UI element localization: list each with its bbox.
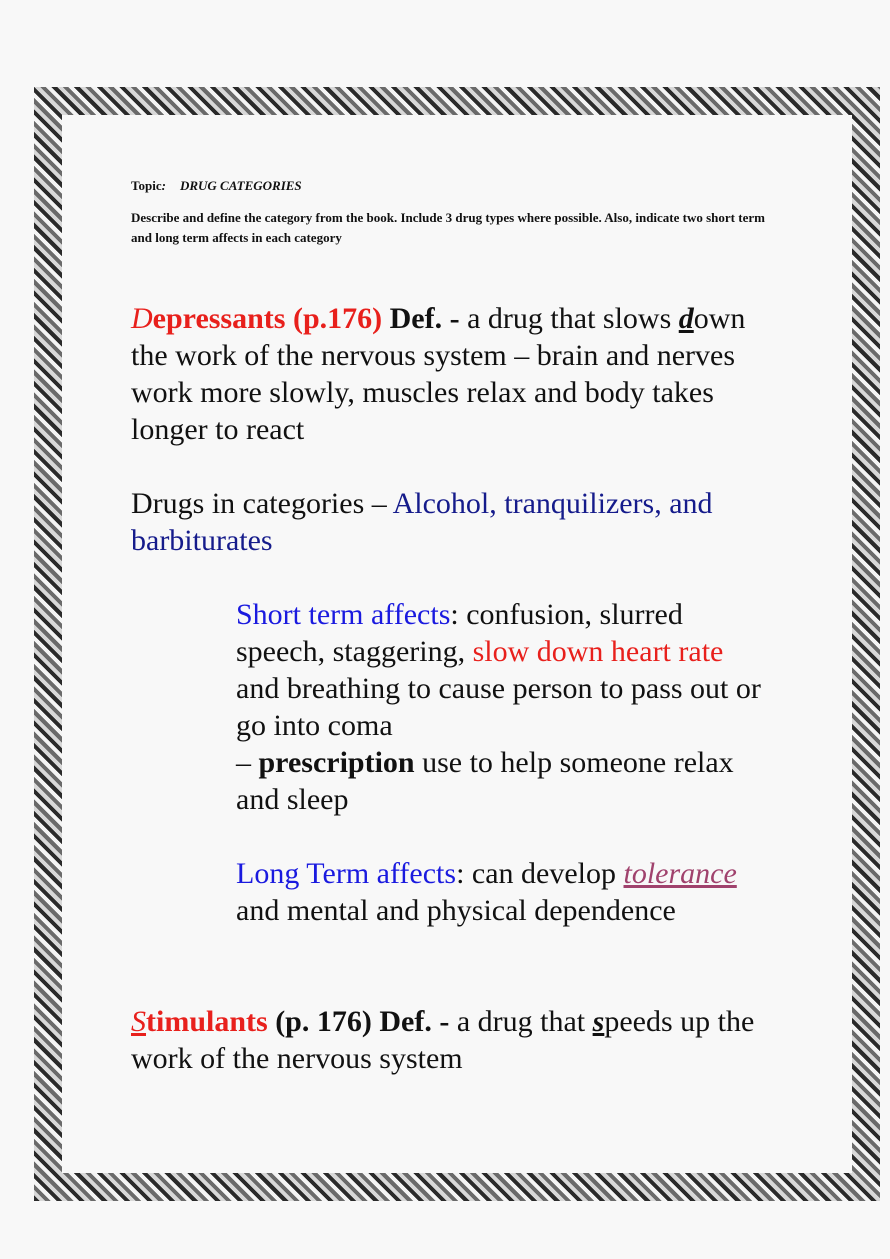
stimulants-title: timulants	[146, 1005, 268, 1038]
topic-colon: :	[161, 178, 166, 193]
depressants-title: epressants	[152, 302, 286, 335]
topic-label: Topic	[131, 178, 162, 193]
topic-value: DRUG CATEGORIES	[179, 178, 302, 193]
instructions: Describe and define the category from the book. Include 3 drug types where possible. Also, indicate two short term and long term affects in each category	[131, 210, 765, 245]
depressants-initial: D	[131, 302, 153, 335]
depressants-def-rest: own the work of the nervous system – brain and nerves work more slowly, muscles relax and body takes longer to react	[131, 302, 746, 446]
depressants-affects	[236, 596, 771, 929]
depressants-def-label: Def. -	[389, 302, 460, 335]
short-term-red: slow down heart rate	[472, 635, 724, 668]
drugs-list: Alcohol, tranquilizers, and barbiturates	[131, 487, 713, 557]
tolerance-term: tolerance	[623, 857, 737, 890]
long-term-label: Long Term affects	[236, 857, 457, 890]
depressants-underlined-letter: d	[678, 302, 694, 335]
depressants-drugs-line	[131, 485, 771, 559]
short-term-label: Short term affects	[236, 598, 451, 631]
short-term-text1: : confusion, slurred speech, staggering,	[236, 598, 683, 668]
depressants-page: (p.176)	[292, 302, 383, 335]
long-term-affects	[236, 855, 771, 929]
prescription-dash: –	[236, 746, 259, 779]
topic-line	[131, 178, 771, 194]
stimulants-def-label: Def. -	[379, 1005, 450, 1038]
drugs-prefix: Drugs in categories –	[131, 487, 393, 520]
stimulants-definition	[131, 1003, 771, 1077]
long-term-text2: and mental and physical dependence	[236, 894, 676, 927]
depressants-definition	[131, 300, 771, 448]
stimulants-underlined-letter: s	[592, 1005, 605, 1038]
short-term-affects	[236, 596, 771, 744]
document-content	[131, 178, 771, 1077]
stimulants-initial: S	[131, 1005, 146, 1038]
short-term-text2: and breathing to cause person to pass out or go into coma	[236, 672, 761, 742]
prescription-rest: use to help someone relax and sleep	[236, 746, 734, 816]
long-term-text1: : can develop	[456, 857, 624, 890]
prescription-line	[236, 744, 771, 818]
stimulants-def-start: a drug that	[449, 1005, 593, 1038]
depressants-def-start: a drug that slows	[459, 302, 679, 335]
prescription-word: prescription	[258, 746, 415, 779]
stimulants-page: (p. 176)	[275, 1005, 372, 1038]
stimulants-def-rest: peeds up the work of the nervous system	[131, 1005, 755, 1075]
